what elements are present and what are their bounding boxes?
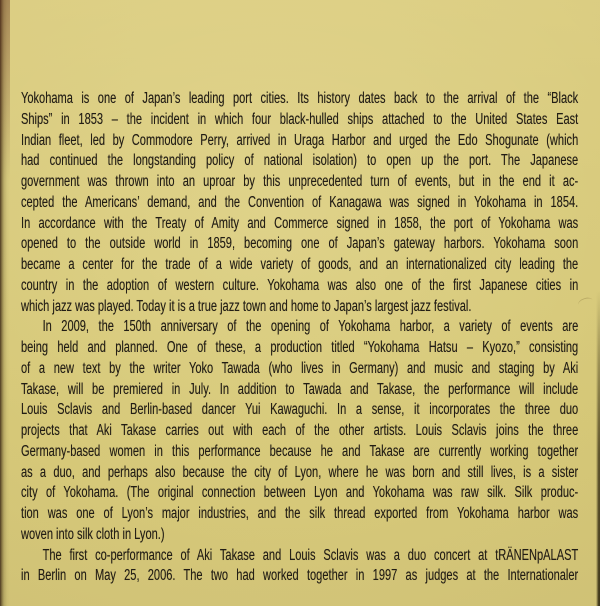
text-line: being held and planned. One of these, a production titled “Yokohama Hatsu – Kyozo,” consisting — [21, 339, 579, 356]
paragraph — [21, 317, 578, 545]
text-line: of a new text by the writer Yoko Tawada (who lives in Germany) and music and staging by Aki — [21, 359, 579, 377]
text-line: Yokohama is one of Japan’s leading port cities. Its history dates back to the arrival of the “Black — [21, 90, 579, 107]
text-line: opened to the outside world in 1859, becoming one of Japan’s gateway harbors. Yokohama soon — [21, 235, 579, 253]
text-line: projects that Aki Takase carries out with each of the other artists. Louis Sclavis joins the three — [21, 422, 579, 439]
text-line: The first co-performance of Aki Takase and Louis Sclavis was a duo concert at tRÄNENpALAST — [42, 546, 579, 564]
text-line: cepted the Americans’ demand, and the Convention of Kanagawa was signed in Yokohama in 1854. — [21, 193, 579, 211]
text-line: which jazz was played. Today it is a true jazz town and home to Japan’s largest jazz festival. — [21, 297, 472, 315]
text-line: Takase, will be premiered in July. In addition to Tawada and Takase, the performance will include — [21, 380, 579, 398]
text-line: tion was one of Lyon’s major industries, and the silk thread exported from Yokohama harbor was — [21, 505, 579, 522]
page-left-edge-shadow — [0, 0, 10, 606]
text-line: Ships” in 1853 – the incident in which four black-hulled ships attached to the United States East — [21, 110, 579, 128]
text-line: Indian fleet, led by Commodore Perry, arrived in Uraga Harbor and urged the Edo Shogunate (which — [21, 131, 579, 149]
text-line: woven into silk cloth in Lyon.) — [21, 525, 165, 543]
paragraph — [21, 546, 578, 588]
text-line: Louis Sclavis and Berlin-based dancer Yui Kawaguchi. In a sense, it incorporates the three duo — [21, 401, 579, 419]
text-line: became a center for the trade of a wide variety of goods, and an internationalized city leading the — [21, 256, 579, 273]
liner-notes-text — [21, 89, 578, 587]
text-line: government was thrown into an uproar by this unprecedented turn of events, but in the end it ac- — [21, 173, 579, 190]
text-line: had continued the longstanding policy of national isolation) to open up the port. The Japanese — [21, 152, 579, 170]
text-line: city of Yokohama. (The original connection between Lyon and Yokohama was raw silk. Silk produc- — [21, 484, 579, 502]
text-line: In accordance with the Treaty of Amity and Commerce signed in 1858, the port of Yokohama was — [21, 214, 579, 232]
text-line: Germany-based women in this performance because he and Takase are currently working together — [21, 442, 579, 460]
text-line: as a duo, and perhaps also because the city of Lyon, where he was born and still lives, is a sister — [21, 463, 579, 481]
text-line: In 2009, the 150th anniversary of the opening of Yokohama harbor, a variety of events are — [42, 318, 579, 336]
paragraph — [21, 89, 578, 317]
text-line: country in the adoption of western culture. Yokohama was also one of the first Japanese cities in — [21, 276, 579, 294]
scan-artifact — [577, 296, 594, 309]
text-line: in Berlin on May 25, 2006. The two had worked together in 1997 as judges at the Internationaler — [21, 567, 579, 585]
page-right-edge-shadow — [596, 0, 600, 606]
